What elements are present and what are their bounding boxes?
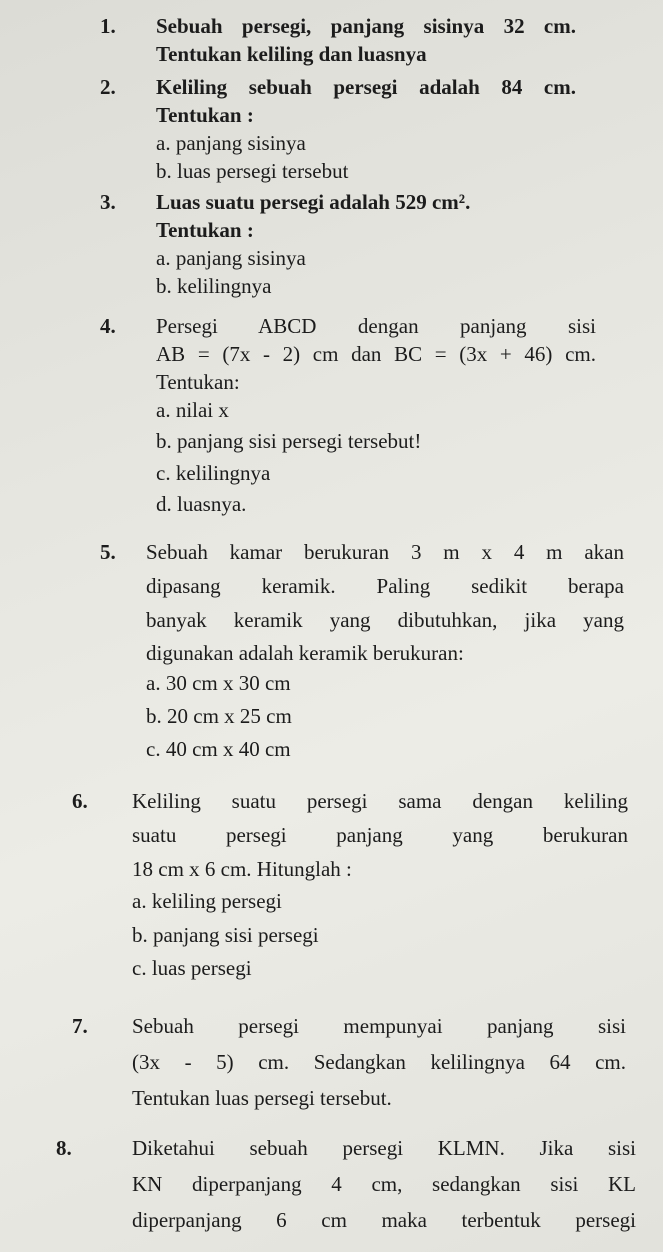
problem-6-line-2: suatu persegi panjang yang berukuran xyxy=(132,823,628,847)
problem-2-item-b: b. luas persegi tersebut xyxy=(156,159,349,183)
problem-5-number: 5. xyxy=(100,540,116,564)
problem-6-item-c: c. luas persegi xyxy=(132,956,252,980)
problem-5-item-a: a. 30 cm x 30 cm xyxy=(146,671,291,695)
problem-5-line-2: dipasang keramik. Paling sedikit berapa xyxy=(146,574,624,598)
problem-6-number: 6. xyxy=(72,789,88,813)
problem-1-line-1: Sebuah persegi, panjang sisinya 32 cm. xyxy=(156,14,576,38)
problem-7-line-2: (3x - 5) cm. Sedangkan kelilingnya 64 cm. xyxy=(132,1050,626,1074)
problem-5-line-4: digunakan adalah keramik berukuran: xyxy=(146,641,464,665)
problem-3-number: 3. xyxy=(100,190,116,214)
problem-3-item-b: b. kelilingnya xyxy=(156,274,272,298)
problem-4-line-3: Tentukan: xyxy=(156,370,240,394)
problem-4-item-d: d. luasnya. xyxy=(156,492,247,516)
problem-4-item-c: c. kelilingnya xyxy=(156,461,271,485)
problem-4-item-a: a. nilai x xyxy=(156,398,229,422)
problem-4-line-2: AB = (7x - 2) cm dan BC = (3x + 46) cm. xyxy=(156,342,596,366)
problem-5-line-1: Sebuah kamar berukuran 3 m x 4 m akan xyxy=(146,540,624,564)
problem-8-line-1: Diketahui sebuah persegi KLMN. Jika sisi xyxy=(132,1136,636,1160)
problem-4-number: 4. xyxy=(100,314,116,338)
problem-6-item-b: b. panjang sisi persegi xyxy=(132,923,319,947)
problem-5-item-c: c. 40 cm x 40 cm xyxy=(146,737,291,761)
problem-7-line-1: Sebuah persegi mempunyai panjang sisi xyxy=(132,1014,626,1038)
problem-5-item-b: b. 20 cm x 25 cm xyxy=(146,704,292,728)
problem-3-line-2: Tentukan : xyxy=(156,218,254,242)
problem-7-line-3: Tentukan luas persegi tersebut. xyxy=(132,1086,392,1110)
problem-2-line-1: Keliling sebuah persegi adalah 84 cm. xyxy=(156,75,576,99)
problem-1-line-2: Tentukan keliling dan luasnya xyxy=(156,42,427,66)
problem-2-line-2: Tentukan : xyxy=(156,103,254,127)
problem-8-line-3: diperpanjang 6 cm maka terbentuk persegi xyxy=(132,1208,636,1232)
problem-3-line-1: Luas suatu persegi adalah 529 cm². xyxy=(156,190,471,214)
problem-5-line-3: banyak keramik yang dibutuhkan, jika yang xyxy=(146,608,624,632)
problem-6-line-3: 18 cm x 6 cm. Hitunglah : xyxy=(132,857,352,881)
problem-8-line-2: KN diperpanjang 4 cm, sedangkan sisi KL xyxy=(132,1172,636,1196)
problem-4-item-b: b. panjang sisi persegi tersebut! xyxy=(156,429,422,453)
problem-4-line-1: Persegi ABCD dengan panjang sisi xyxy=(156,314,596,338)
problem-7-number: 7. xyxy=(72,1014,88,1038)
problem-3-item-a: a. panjang sisinya xyxy=(156,246,306,270)
problem-6-line-1: Keliling suatu persegi sama dengan keliling xyxy=(132,789,628,813)
problem-6-item-a: a. keliling persegi xyxy=(132,889,282,913)
problem-8-number: 8. xyxy=(56,1136,72,1160)
problem-2-item-a: a. panjang sisinya xyxy=(156,131,306,155)
problem-2-number: 2. xyxy=(100,75,116,99)
problem-1-number: 1. xyxy=(100,14,116,38)
